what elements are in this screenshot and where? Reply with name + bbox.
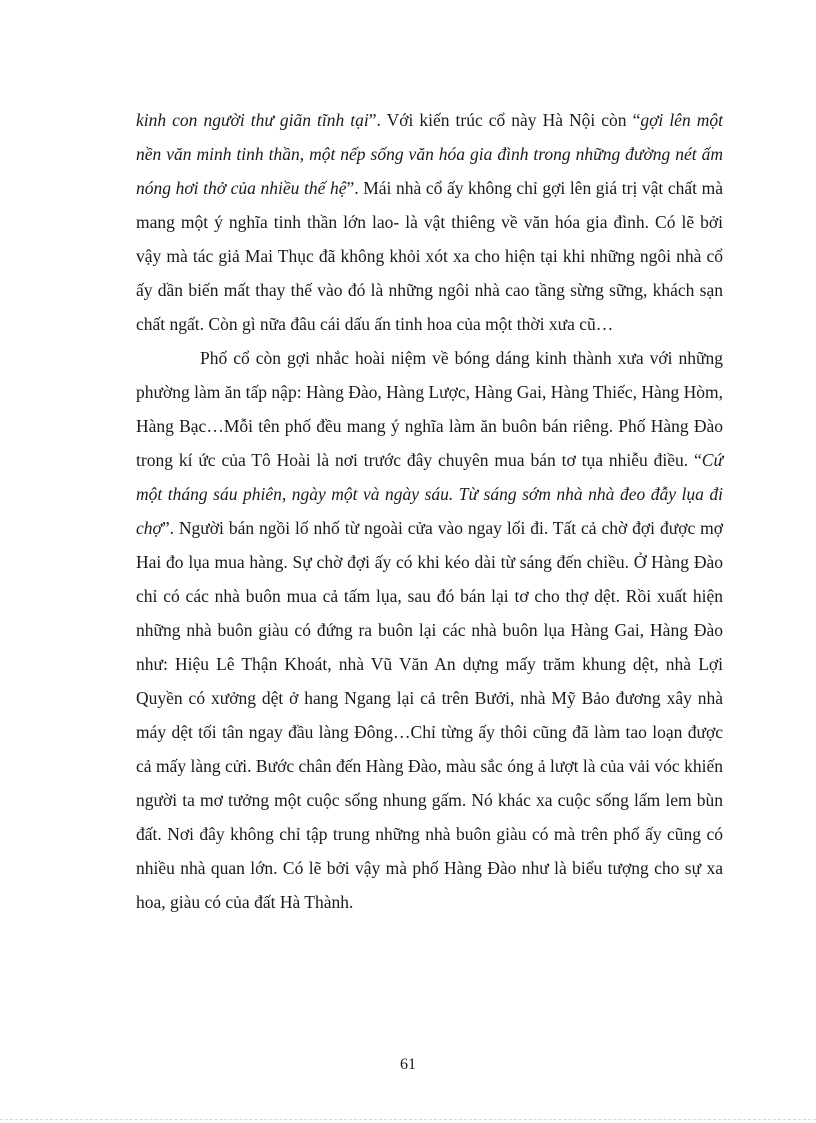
body-text	[136, 103, 723, 919]
text-run: ”. Với kiến trúc cổ này Hà Nội còn “	[368, 110, 641, 130]
italic-quote: gợi lên một nền văn minh tinh thần, một nếp sống văn hóa gia đình trong những đường nét ấm nóng hơi thở của nhiều thế hệ	[136, 110, 723, 198]
page-bottom-divider	[0, 1119, 816, 1120]
italic-quote: kinh con người thư giãn tĩnh tại	[136, 110, 369, 130]
page-number: 61	[400, 1056, 416, 1073]
paragraph-1	[136, 103, 723, 341]
text-run: ”. Người bán ngồi lố nhố từ ngoài cửa vào ngay lối đi. Tất cả chờ đợi được mợ Hai đo lụa mua hàng. Sự chờ đợi ấy có khi kéo dài từ sáng đến chiều. Ở Hàng Đào chỉ có các nhà buôn mua cả tấm lụa, sau đó bán lại tơ cho thợ dệt. Rồi xuất hiện những nhà buôn giàu có đứng ra buôn lại các nhà buôn lụa Hàng Gai, Hàng Đào như: Hiệu Lê Thận Khoát, nhà Vũ Văn An dựng mấy trăm khung dệt, nhà Lợi Quyền có xưởng dệt ở hang Ngang lại cả trên Bưởi, nhà Mỹ Bảo đương xây nhà máy dệt tối tân ngay đầu làng Đông…Chỉ từng ấy thôi cũng đã làm tao loạn được cả mấy làng cửi. Bước chân đến Hàng Đào, màu sắc óng ả lượt là của vải vóc khiến người ta mơ tưởng một cuộc sống nhung gấm. Nó khác xa cuộc sống lấm lem bùn đất. Nơi đây không chỉ tập trung những nhà buôn giàu có mà trên phố ấy cũng có nhiều nhà quan lớn. Có lẽ bởi vậy mà phố Hàng Đào như là biểu tượng cho sự xa hoa, giàu có của đất Hà Thành.	[136, 518, 723, 912]
paragraph-2	[136, 341, 723, 919]
italic-quote: Cứ một tháng sáu phiên, ngày một và ngày sáu. Từ sáng sớm nhà nhà đeo đẫy lụa đi chợ	[136, 450, 723, 538]
text-run: ”. Mái nhà cổ ấy không chỉ gợi lên giá trị vật chất mà mang một ý nghĩa tinh thần lớn lao- là vật thiêng về văn hóa gia đình. Có lẽ bởi vậy mà tác giả Mai Thục đã không khỏi xót xa cho hiện tại khi những ngôi nhà cổ ấy dần biến mất thay thế vào đó là những ngôi nhà cao tầng sừng sững, khách sạn chất ngất. Còn gì nữa đâu cái dấu ấn tinh hoa của một thời xưa cũ…	[136, 178, 723, 334]
text-run: Phố cổ còn gợi nhắc hoài niệm về bóng dáng kinh thành xưa với những phường làm ăn tấp nập: Hàng Đào, Hàng Lược, Hàng Gai, Hàng Thiếc, Hàng Hòm, Hàng Bạc…Mỗi tên phố đều mang ý nghĩa làm ăn buôn bán riêng. Phố Hàng Đào trong kí ức của Tô Hoài là nơi trước đây chuyên mua bán tơ tụa nhiễu điều. “	[136, 348, 723, 470]
